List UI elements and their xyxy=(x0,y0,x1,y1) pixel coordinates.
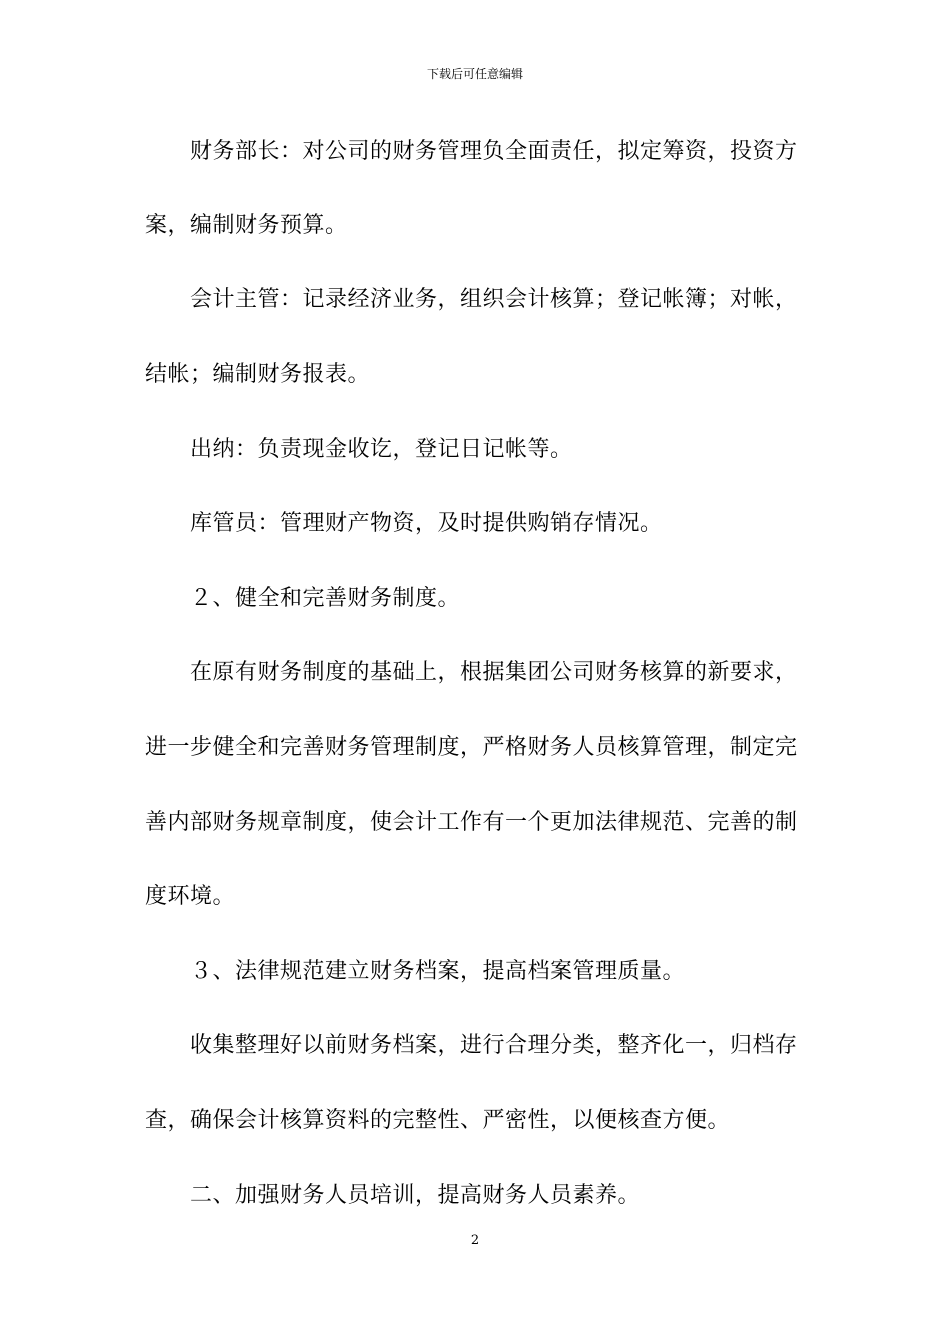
paragraph-line: 案，编制财务预算。 xyxy=(145,213,348,238)
paragraph-line: 结帐；编制财务报表。 xyxy=(145,362,371,387)
paragraph-line: 库管员：管理财产物资，及时提供购销存情况。 xyxy=(190,511,663,536)
paragraph-line: 查，确保会计核算资料的完整性、严密性，以便核查方便。 xyxy=(145,1108,731,1133)
section-heading: 二、加强财务人员培训，提高财务人员素养。 xyxy=(190,1183,641,1208)
paragraph-line: 度环境。 xyxy=(145,884,236,909)
paragraph-line: 会计主管：记录经济业务，组织会计核算；登记帐簿；对帐， xyxy=(190,287,798,312)
page-number: 2 xyxy=(470,1233,480,1248)
page-header: 下载后可任意编辑 xyxy=(426,67,523,81)
paragraph-line: 出纳：负责现金收讫，登记日记帐等。 xyxy=(190,437,573,462)
paragraph-line: 进一步健全和完善财务管理制度，严格财务人员核算管理，制定完 xyxy=(145,735,798,760)
paragraph-line: 收集整理好以前财务档案，进行合理分类，整齐化一，归档存 xyxy=(190,1033,798,1058)
section-heading: ２、健全和完善财务制度。 xyxy=(190,586,461,611)
paragraph-line: 善内部财务规章制度，使会计工作有一个更加法律规范、完善的制 xyxy=(145,810,798,835)
paragraph-line: 在原有财务制度的基础上，根据集团公司财务核算的新要求， xyxy=(190,660,798,685)
section-heading: ３、法律规范建立财务档案，提高档案管理质量。 xyxy=(190,959,686,984)
paragraph-line: 财务部长：对公司的财务管理负全面责任，拟定筹资，投资方 xyxy=(190,139,798,164)
